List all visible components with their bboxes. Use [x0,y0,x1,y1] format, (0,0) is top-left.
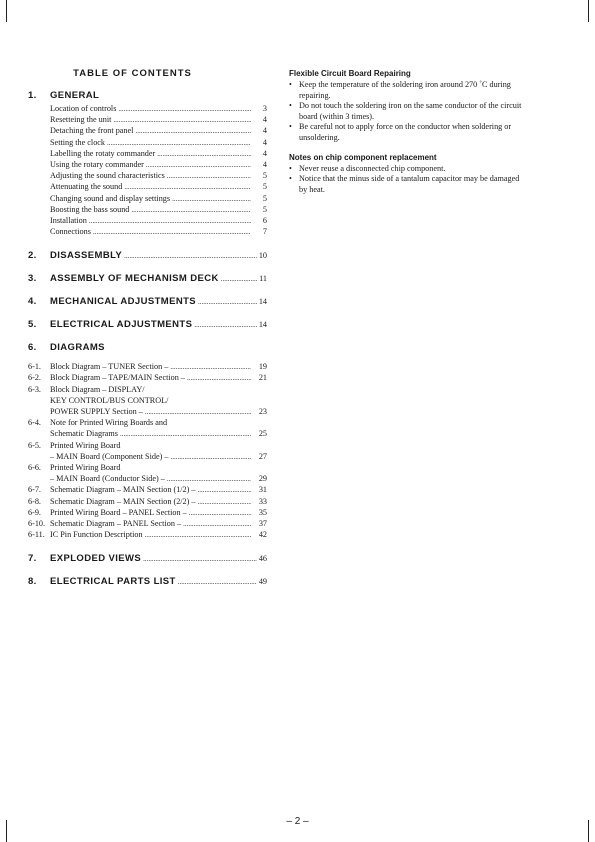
toc-entry-number: 6-1. [28,362,41,372]
toc-entry-label: – MAIN Board (Component Side) – [50,451,169,461]
section-page: 14 [258,320,267,330]
toc-entry-label: Setting the clock [50,137,106,147]
toc-entry-number: 6-11. [28,530,45,540]
chip-replacement-list [289,164,529,196]
flexible-board-list [289,80,529,144]
toc-entry[interactable] [28,159,267,170]
notes-column [289,69,529,195]
general-subitems [28,103,267,237]
toc-entry-page: 42 [258,530,267,540]
list-item: • Be careful not to apply force on the conductor when soldering or unsoldering. [289,122,529,143]
toc-entry-label: Resetteing the unit [50,115,112,125]
section-diagrams-heading [28,342,267,353]
chip-replacement-heading: Notes on chip component replacement [289,152,437,162]
toc-entry-page: 27 [258,451,267,461]
toc-entry-number: 6-7. [28,485,41,495]
section-number: 4. [28,296,37,308]
toc-entry-label: Block Diagram – DISPLAY/ [50,384,145,394]
section-number: 1. [28,90,37,101]
toc-entry-label: Note for Printed Wiring Boards and [50,418,168,428]
toc-entry[interactable] [28,103,267,114]
toc-title: TABLE OF CONTENTS [73,68,192,79]
toc-entry[interactable] [28,484,267,495]
toc-entry-page: 4 [262,148,267,158]
toc-entry-label: KEY CONTROL/BUS CONTROL/ [50,395,169,405]
toc-entry-page: 23 [258,407,267,416]
flexible-board-heading: Flexible Circuit Board Repairing [289,69,411,78]
toc-entry-label: Connections [50,227,91,237]
toc-entry-page: 35 [258,507,267,517]
section-page: 11 [259,274,267,284]
toc-entry-page: 29 [258,474,267,484]
section-disassembly[interactable] [28,250,267,261]
toc-entry-page: 5 [262,171,267,181]
toc-entry[interactable] [28,496,267,507]
toc-entry-label: POWER SUPPLY Section – [50,407,143,416]
toc-entry-page: 4 [262,137,267,147]
toc-entry-label: Schematic Diagram – MAIN Section (1/2) – [50,485,196,495]
toc-entry[interactable] [28,215,267,226]
list-item: • Never reuse a disconnected chip component. [289,164,529,175]
toc-entry[interactable] [28,384,267,395]
toc-entry-page: 6 [262,215,267,225]
section-page: 10 [258,251,267,261]
section-number: 6. [28,342,37,354]
toc-entry[interactable] [28,148,267,159]
toc-entry-page: 21 [258,373,267,383]
toc-entry-label: Boosting the bass sound [50,204,130,214]
toc-entry[interactable] [28,170,267,181]
toc-entry-label: Location of controls [50,104,117,113]
section-number: 8. [28,576,37,588]
toc-entry-continued[interactable] [28,395,267,406]
toc-entry-label: Printed Wiring Board – PANEL Section – [50,507,187,517]
section-title: EXPLODED VIEWS [50,553,142,565]
toc-entry-label: Installation [50,215,87,225]
section-page: 49 [258,577,267,587]
toc-entry[interactable] [28,204,267,215]
section-mechanical-adjustments[interactable] [28,296,267,307]
toc-entry-page: 33 [258,496,267,506]
toc-entry-number: 6-5. [28,440,41,450]
section-page: 46 [258,554,267,564]
section-title: ELECTRICAL PARTS LIST [50,576,176,588]
section-title: DIAGRAMS [50,342,105,354]
section-page: 14 [258,297,267,307]
crop-mark-tr [588,0,589,22]
toc-entry-number: 6-10. [28,518,46,528]
toc-entry-number: 6-8. [28,496,41,506]
toc-entry-page: 4 [262,115,267,125]
list-item: • Keep the temperature of the soldering iron around 270 ˚C during repairing. [289,80,529,101]
toc-entry-number: 6-9. [28,507,41,517]
toc-entry-label: Printed Wiring Board [50,440,121,450]
section-electrical-adjustments[interactable] [28,319,267,330]
toc-entry-page: 4 [262,126,267,136]
section-assembly-mechanism-deck[interactable] [28,273,267,284]
toc-entry-continued[interactable] [28,406,267,417]
section-number: 5. [28,319,37,331]
table-of-contents [28,90,267,587]
toc-entry-label: IC Pin Function Description [50,530,143,540]
toc-entry[interactable] [28,518,267,529]
toc-entry[interactable] [28,529,267,540]
toc-entry[interactable] [28,193,267,204]
toc-entry-label: Labelling the rotaty commander [50,148,156,158]
toc-entry[interactable] [28,181,267,192]
toc-entry-label: Attenuating the sound [50,182,123,192]
toc-entry-page: 5 [262,204,267,214]
toc-entry-page: 37 [258,518,267,528]
section-title: ASSEMBLY OF MECHANISM DECK [50,273,219,285]
section-number: 2. [28,250,37,262]
crop-mark-tl [6,0,7,22]
diagrams-subitems [28,361,267,540]
toc-entry-page: 4 [262,159,267,169]
toc-entry-page: 5 [262,182,267,192]
toc-entry-label: Changing sound and display settings [50,193,171,203]
toc-entry[interactable] [28,226,267,237]
toc-entry-number: 6-2. [28,373,41,383]
toc-entry[interactable] [28,137,267,148]
toc-entry[interactable] [28,372,267,383]
section-exploded-views[interactable] [28,553,267,564]
toc-entry-label: Printed Wiring Board [50,462,121,472]
toc-entry-number: 6-4. [28,418,41,428]
section-title: ELECTRICAL ADJUSTMENTS [50,319,193,331]
toc-entry[interactable] [28,114,267,125]
section-number: 3. [28,273,37,285]
toc-entry-label: Using the rotary commander [50,159,144,169]
toc-entry-page: 19 [258,362,267,372]
toc-entry-number: 6-6. [28,462,41,472]
toc-entry-label: Schematic Diagrams [50,429,118,439]
section-title: MECHANICAL ADJUSTMENTS [50,296,197,308]
toc-entry-continued[interactable] [28,473,267,484]
toc-entry-label: – MAIN Board (Conductor Side) – [50,474,165,484]
toc-entry-label: Schematic Diagram – MAIN Section (2/2) – [50,496,196,506]
toc-entry-label: Detaching the front panel [50,126,134,136]
toc-entry-continued[interactable] [28,451,267,462]
toc-entry[interactable] [28,361,267,372]
page-number: – 2 – [286,816,309,827]
section-title: DISASSEMBLY [50,250,123,262]
toc-entry-label: Block Diagram – TAPE/MAIN Section – [50,373,185,383]
toc-entry[interactable] [28,507,267,518]
section-general-heading [28,90,267,101]
list-item: • Do not touch the soldering iron on the same conductor of the circuit board (within 3 times). [289,101,529,122]
toc-entry-continued[interactable] [28,428,267,439]
toc-entry[interactable] [28,462,267,473]
toc-entry-page: 31 [258,485,267,495]
toc-entry-label: Block Diagram – TUNER Section – [50,362,169,372]
toc-entry[interactable] [28,440,267,451]
section-electrical-parts-list[interactable] [28,576,267,587]
toc-entry-number: 6-3. [28,384,41,394]
toc-entry-label: Schematic Diagram – PANEL Section – [50,518,182,528]
section-title: GENERAL [50,90,100,101]
toc-entry-page: 3 [262,104,267,113]
section-number: 7. [28,553,37,565]
toc-entry[interactable] [28,125,267,136]
toc-entry-page: 7 [262,227,267,237]
toc-entry-page: 25 [258,429,267,439]
list-item: • Notice that the minus side of a tantalum capacitor may be damaged by heat. [289,174,529,195]
toc-entry-label: Adjusting the sound characteristics [50,171,165,181]
toc-entry-page: 5 [262,193,267,203]
toc-entry[interactable] [28,417,267,428]
